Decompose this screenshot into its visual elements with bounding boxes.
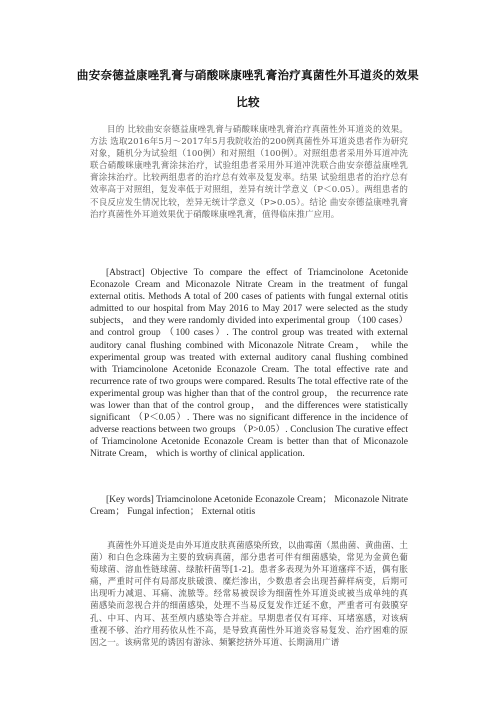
citation-reference: [1-2] — [229, 565, 251, 576]
paper-title-line-1: 曲安奈德益康唑乳膏与硝酸咪康唑乳膏治疗真菌性外耳道炎的效果 — [76, 68, 420, 82]
keywords-english: [Key words] Triamcinolone Acetonide Econazole Cream； Miconazole Nitrate Cream； Fungal infection； External otitis — [90, 495, 408, 518]
intro-text-part-2: 。患者多表现为外耳道瘙痒不适，偶有胀痛，严重时可伴有局部皮肤破溃、糜烂渗出，少数患者会出现苔藓样病变，后期可出现听力减退、耳痛、流脓等。经常易被误诊为细菌性外耳道炎或被当成单纯的真菌感染而忽视合并的细菌感染，处理不当易反复发作迁延不愈，严重者可有鼓膜穿孔、中耳、内耳、甚至颅内感染等合并症。早期患者仅有耳痒、耳堵塞感，对该病重视不够、治疗用药依从性不高，是导致真菌性外耳道炎容易复发、治疗困难的原因之一。该病常见的诱因有游泳、频繁挖挤外耳道、长期滴用广谱 — [90, 565, 408, 648]
intro-text-part-1: 真菌性外耳道炎是由外耳道皮肤真菌感染所致，以曲霉菌（黑曲菌、黄曲菌、土菌）和白色念珠菌为主要的致病真菌，部分患者可伴有细菌感染，常见为金黄色葡萄球菌、溶血性链球菌、绿脓杆菌等 — [90, 541, 409, 576]
introduction-paragraph — [90, 540, 408, 649]
abstract-english: [Abstract] Objective To compare the effect of Triamcinolone Acetonide Econazole Cream and Miconazole Nitrate Cream in the treatment of fungal external otitis. Methods A total of 200 cases of patients with fungal external otitis admitted to our hospital from May 2016 to May 2017 were selected as the study subjects， and they were randomly divided into experimental group （100 cases） and control group （100 cases）. The control group was treated with external auditory canal flushing combined with Miconazole Nitrate Cream， while the experimental group was treated with external auditory canal flushing combined with Triamcinolone Acetonide Econazole Cream. The total effective rate and recurrence rate of two groups were compared. Results The total effective rate of the experimental group was higher than that of the control group， the recurrence rate was lower than that of the control group， and the differences were statistically significant （P＜0.05）. There was no significant difference in the incidence of adverse reactions between two groups （P>0.05）. Conclusion The curative effect of Triamcinolone Acetonide Econazole Cream is better than that of Miconazole Nitrate Cream， which is worthy of clinical application. — [90, 268, 408, 460]
abstract-chinese: 目的 比较曲安奈德益康唑乳膏与硝酸咪康唑乳膏治疗真菌性外耳道炎的效果。方法 选取2016年5月～2017年5月我院收治的200例真菌性外耳道炎患者作为研究对象，随机分为试验组（100例）和对照组（100例）。对照组患者采用外耳道冲洗联合硝酸咪康唑乳膏涂抹治疗，试验组患者采用外耳道冲洗联合曲安奈德益康唑乳膏涂抹治疗。比较两组患者的治疗总有效率及复发率。结果 试验组患者的治疗总有效率高于对照组，复发率低于对照组，差异有统计学意义（P＜0.05）。两组患者的不良反应发生情况比较，差异无统计学意义（P>0.05）。结论 曲安奈德益康唑乳膏治疗真菌性外耳道效果优于硝酸咪康唑乳膏，值得临床推广应用。 — [90, 125, 408, 220]
paper-title-line-2: 比较 — [236, 95, 260, 109]
